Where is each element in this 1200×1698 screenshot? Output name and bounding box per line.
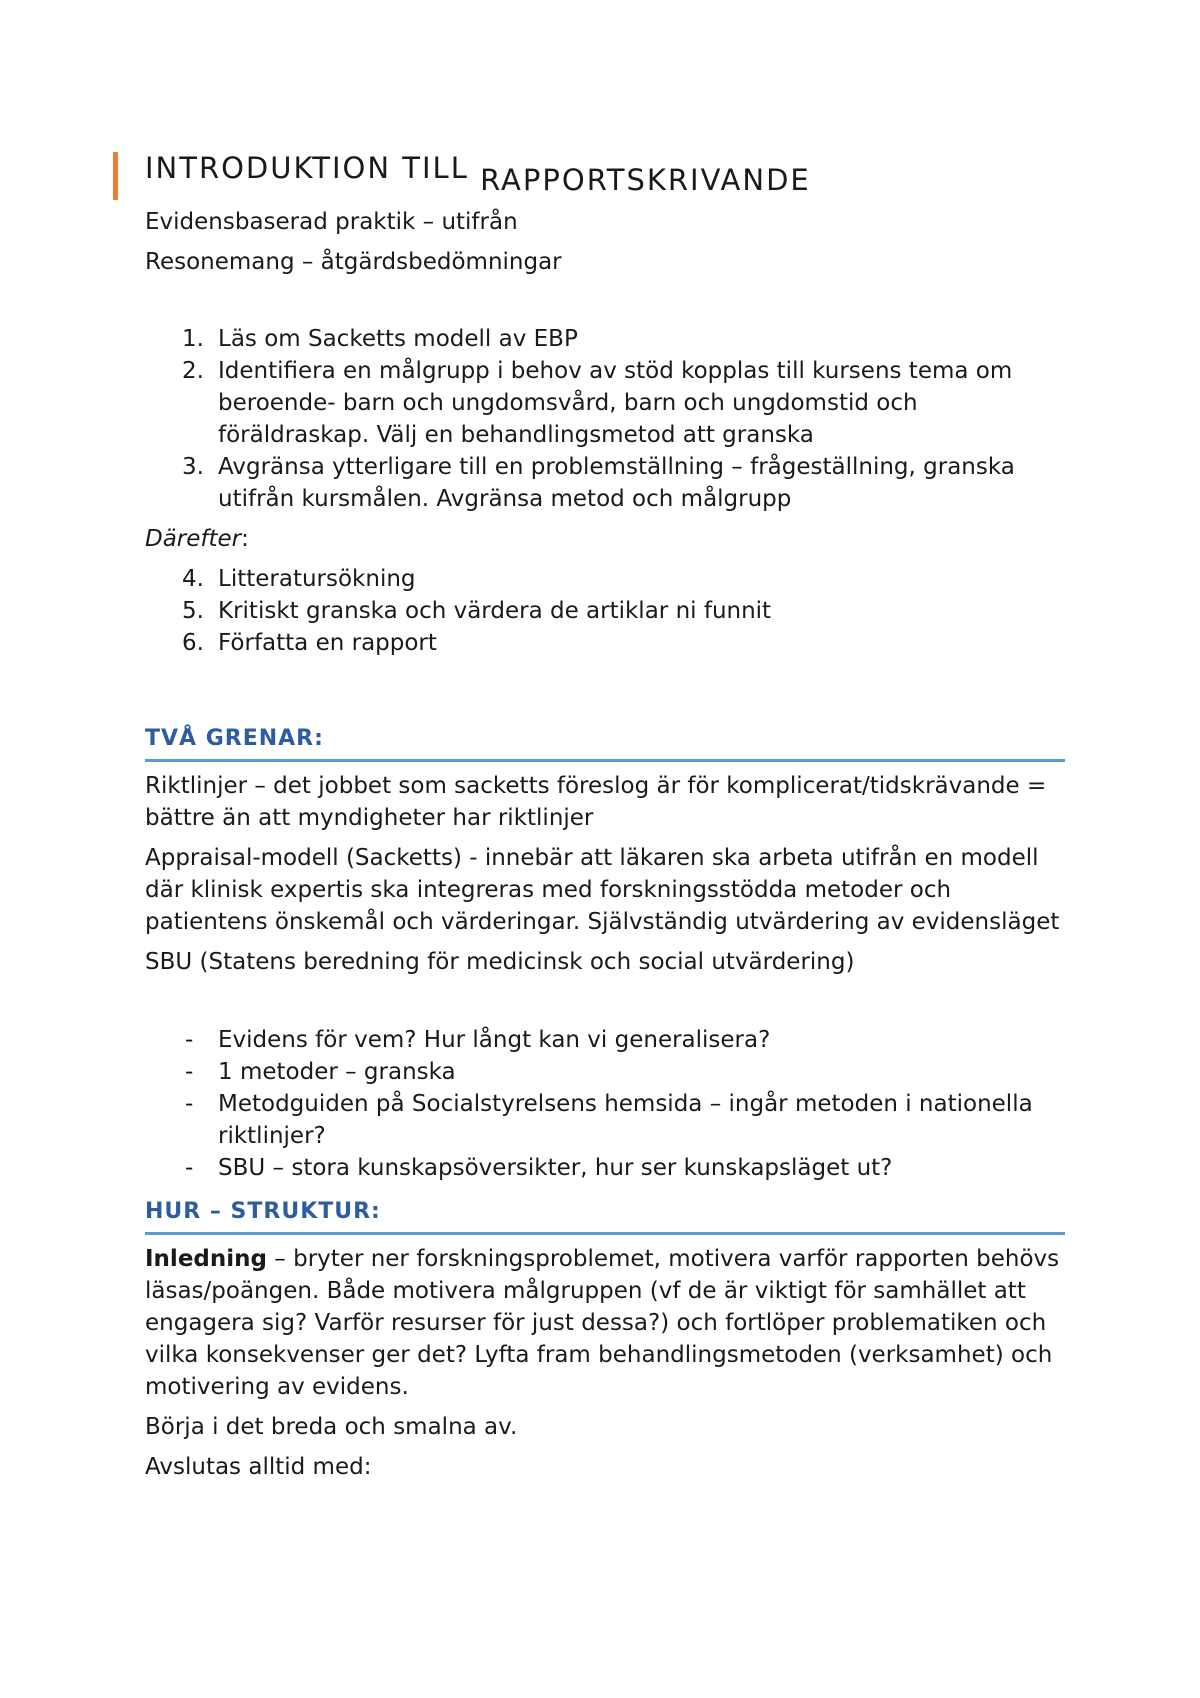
section-heading-two-branches: TVÅ GRENAR: [145, 723, 1065, 762]
list-item [145, 627, 1065, 659]
intro-line-1: Evidensbaserad praktik – utifrån [145, 209, 518, 235]
list-item [145, 1056, 1065, 1088]
title-part-2: RAPPORTSKRIVANDE [480, 163, 811, 197]
document-body [145, 150, 1065, 1491]
list-number: 5. [182, 598, 204, 624]
spacer [145, 659, 1065, 723]
list-item [145, 1024, 1065, 1056]
after-colon: : [241, 526, 249, 552]
list-number: 1. [182, 326, 204, 352]
list-number: 2. [182, 358, 204, 384]
list-text: Författa en rapport [218, 630, 437, 656]
after-label-line [145, 523, 1065, 555]
list-text: Kritiskt granska och värdera de artiklar ni funnit [218, 598, 772, 624]
spacer [145, 986, 1065, 1024]
bullet-dash: - [185, 1091, 194, 1117]
paragraph: Börja i det breda och smalna av. [145, 1414, 518, 1440]
title-accent-bar [113, 152, 118, 200]
steps-list-a [145, 323, 1065, 515]
paragraph: Riktlinjer – det jobbet som sacketts föreslog är för komplicerat/tidskrävande = bättre än att myndigheter har riktlinjer [145, 773, 1047, 831]
paragraph: SBU (Statens beredning för medicinsk och social utvärdering) [145, 949, 855, 975]
paragraph-inledning [145, 1243, 1065, 1403]
lead-bold: Inledning [145, 1246, 267, 1272]
list-item [145, 451, 1065, 515]
list-item [145, 1152, 1065, 1184]
list-item [145, 355, 1065, 451]
list-text: SBU – stora kunskapsöversikter, hur ser kunskapsläget ut? [218, 1155, 893, 1181]
paragraph: Avslutas alltid med: [145, 1454, 372, 1480]
paragraph: Appraisal-modell (Sacketts) - innebär att läkaren ska arbeta utifrån en modell där klinisk expertis ska integreras med forskningsstödda metoder och patientens önskemål och värderingar. Självständig utvärdering av evidensläget [145, 845, 1060, 935]
list-item [145, 563, 1065, 595]
intro-line-2: Resonemang – åtgärdsbedömningar [145, 249, 562, 275]
title-part-1: INTRODUKTION TILL [145, 151, 469, 185]
list-item [145, 323, 1065, 355]
list-text: 1 metoder – granska [218, 1059, 456, 1085]
bullet-dash: - [185, 1155, 194, 1181]
lead-text: – bryter ner forskningsproblemet, motivera varför rapporten behövs läsas/poängen. Både motivera målgruppen (vf de är viktigt för samhället att engagera sig? Varför resurser för just dessa?) och fortlöper problematiken och vilka konsekvenser ger det? Lyfta fram behandlingsmetoden (verksamhet) och motivering av evidens. [145, 1246, 1060, 1400]
list-number: 3. [182, 454, 204, 480]
list-text: Metodguiden på Socialstyrelsens hemsida – ingår metoden i nationella riktlinjer? [218, 1091, 1033, 1149]
list-item [145, 1088, 1065, 1152]
after-label: Därefter [145, 526, 242, 552]
spacer [145, 286, 1065, 323]
bullet-dash: - [185, 1027, 194, 1053]
list-text: Evidens för vem? Hur långt kan vi generalisera? [218, 1027, 771, 1053]
bullet-dash: - [185, 1059, 194, 1085]
steps-list-b [145, 563, 1065, 659]
section-heading-structure: HUR – STRUKTUR: [145, 1196, 1065, 1235]
list-text: Litteratursökning [218, 566, 416, 592]
bullet-list [145, 1024, 1065, 1184]
list-item [145, 595, 1065, 627]
list-text: Identifiera en målgrupp i behov av stöd kopplas till kursens tema om beroende- barn och ungdomsvård, barn och ungdomstid och föräldraskap. Välj en behandlingsmetod att granska [218, 358, 1013, 448]
list-number: 6. [182, 630, 204, 656]
document-title [145, 150, 1065, 206]
list-text: Läs om Sacketts modell av EBP [218, 326, 578, 352]
list-number: 4. [182, 566, 204, 592]
list-text: Avgränsa ytterligare till en problemställning – frågeställning, granska utifrån kursmålen. Avgränsa metod och målgrupp [218, 454, 1015, 512]
